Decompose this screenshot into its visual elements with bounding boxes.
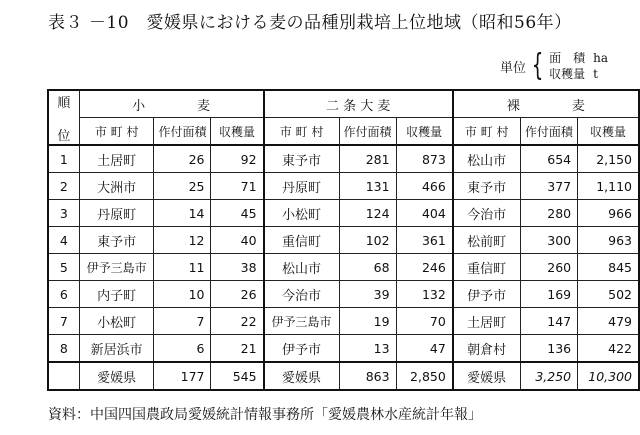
rank-cell: 2 bbox=[48, 173, 79, 200]
harvest-cell: 38 bbox=[211, 254, 264, 281]
municipality-cell: 東予市 bbox=[79, 227, 154, 254]
municipality-cell: 大洲市 bbox=[79, 173, 154, 200]
rank-cell: 5 bbox=[48, 254, 79, 281]
table-row bbox=[48, 254, 639, 281]
table-row bbox=[48, 200, 639, 227]
table-row bbox=[48, 308, 639, 335]
total-row bbox=[48, 362, 639, 390]
table-title: 表３ －10 愛媛県における麦の品種別栽培上位地域（昭和56年） bbox=[48, 13, 572, 33]
total-harvest: 2,850 bbox=[396, 362, 453, 390]
group-header-wheat: 小 麦 bbox=[79, 90, 263, 118]
area-cell: 131 bbox=[339, 173, 396, 200]
header-row-sub bbox=[48, 118, 639, 146]
table-row bbox=[48, 145, 639, 173]
municipality-cell: 新居浜市 bbox=[79, 335, 154, 363]
municipality-cell: 土居町 bbox=[453, 308, 520, 335]
harvest-cell: 966 bbox=[578, 200, 639, 227]
municipality-cell: 内子町 bbox=[79, 281, 154, 308]
rank-header: 順 位 bbox=[48, 90, 79, 145]
area-cell: 377 bbox=[520, 173, 578, 200]
area-cell: 25 bbox=[154, 173, 211, 200]
table-row bbox=[48, 335, 639, 363]
municipality-cell: 小松町 bbox=[79, 308, 154, 335]
municipality-cell: 小松町 bbox=[264, 200, 339, 227]
harvest-cell: 40 bbox=[211, 227, 264, 254]
harvest-cell: 21 bbox=[211, 335, 264, 363]
area-cell: 11 bbox=[154, 254, 211, 281]
municipality-cell: 伊予三島市 bbox=[264, 308, 339, 335]
harvest-cell: 873 bbox=[396, 145, 453, 173]
rank-cell: 1 bbox=[48, 145, 79, 173]
harvest-cell: 2,150 bbox=[578, 145, 639, 173]
municipality-cell: 今治市 bbox=[264, 281, 339, 308]
total-area: 3,250 bbox=[520, 362, 578, 390]
unit-label: 単位 bbox=[500, 60, 527, 76]
municipality-cell: 東予市 bbox=[453, 173, 520, 200]
total-label: 愛媛県 bbox=[264, 362, 339, 390]
rank-cell: 8 bbox=[48, 335, 79, 363]
harvest-cell: 22 bbox=[211, 308, 264, 335]
harvest-cell: 422 bbox=[578, 335, 639, 363]
rank-cell: 4 bbox=[48, 227, 79, 254]
area-cell: 136 bbox=[520, 335, 578, 363]
sub-header-municipality: 市 町 村 bbox=[453, 118, 520, 146]
sub-header-area: 作付面積 bbox=[339, 118, 396, 146]
total-harvest: 545 bbox=[211, 362, 264, 390]
brace-icon: { bbox=[531, 48, 544, 83]
unit-area: 面 積 ha bbox=[549, 51, 609, 65]
area-cell: 654 bbox=[520, 145, 578, 173]
header-row-groups bbox=[48, 90, 639, 118]
sub-header-municipality: 市 町 村 bbox=[264, 118, 339, 146]
municipality-cell: 東予市 bbox=[264, 145, 339, 173]
total-area: 863 bbox=[339, 362, 396, 390]
area-cell: 7 bbox=[154, 308, 211, 335]
harvest-cell: 92 bbox=[211, 145, 264, 173]
sub-header-harvest: 収穫量 bbox=[578, 118, 639, 146]
harvest-cell: 466 bbox=[396, 173, 453, 200]
municipality-cell: 重信町 bbox=[264, 227, 339, 254]
area-cell: 281 bbox=[339, 145, 396, 173]
area-cell: 147 bbox=[520, 308, 578, 335]
area-cell: 260 bbox=[520, 254, 578, 281]
harvest-cell: 845 bbox=[578, 254, 639, 281]
municipality-cell: 丹原町 bbox=[264, 173, 339, 200]
sub-header-harvest: 収穫量 bbox=[211, 118, 264, 146]
area-cell: 12 bbox=[154, 227, 211, 254]
table-row bbox=[48, 281, 639, 308]
sub-header-area: 作付面積 bbox=[154, 118, 211, 146]
municipality-cell: 松山市 bbox=[264, 254, 339, 281]
source-note: 資料：中国四国農政局愛媛統計情報事務所「愛媛農林水産統計年報」 bbox=[48, 407, 482, 423]
area-cell: 39 bbox=[339, 281, 396, 308]
area-cell: 300 bbox=[520, 227, 578, 254]
total-label: 愛媛県 bbox=[79, 362, 154, 390]
unit-harvest: 収穫量 t bbox=[549, 67, 598, 81]
area-cell: 10 bbox=[154, 281, 211, 308]
group-header-naked-barley: 裸 麦 bbox=[453, 90, 639, 118]
total-harvest: 10,300 bbox=[578, 362, 639, 390]
harvest-cell: 1,110 bbox=[578, 173, 639, 200]
area-cell: 19 bbox=[339, 308, 396, 335]
harvest-cell: 47 bbox=[396, 335, 453, 363]
area-cell: 169 bbox=[520, 281, 578, 308]
rank-cell-empty bbox=[48, 362, 79, 390]
total-label: 愛媛県 bbox=[453, 362, 520, 390]
area-cell: 124 bbox=[339, 200, 396, 227]
municipality-cell: 朝倉村 bbox=[453, 335, 520, 363]
area-cell: 102 bbox=[339, 227, 396, 254]
municipality-cell: 丹原町 bbox=[79, 200, 154, 227]
harvest-cell: 502 bbox=[578, 281, 639, 308]
rank-cell: 6 bbox=[48, 281, 79, 308]
harvest-cell: 71 bbox=[211, 173, 264, 200]
municipality-cell: 土居町 bbox=[79, 145, 154, 173]
rank-cell: 3 bbox=[48, 200, 79, 227]
harvest-cell: 246 bbox=[396, 254, 453, 281]
sub-header-municipality: 市 町 村 bbox=[79, 118, 154, 146]
wheat-ranking-table bbox=[47, 89, 640, 391]
unit-legend bbox=[500, 50, 608, 82]
municipality-cell: 伊予市 bbox=[453, 281, 520, 308]
municipality-cell: 松山市 bbox=[453, 145, 520, 173]
harvest-cell: 361 bbox=[396, 227, 453, 254]
area-cell: 14 bbox=[154, 200, 211, 227]
sub-header-harvest: 収穫量 bbox=[396, 118, 453, 146]
municipality-cell: 伊予市 bbox=[264, 335, 339, 363]
table-row bbox=[48, 227, 639, 254]
area-cell: 68 bbox=[339, 254, 396, 281]
harvest-cell: 404 bbox=[396, 200, 453, 227]
group-header-two-row-barley: 二 条 大 麦 bbox=[264, 90, 453, 118]
municipality-cell: 重信町 bbox=[453, 254, 520, 281]
area-cell: 6 bbox=[154, 335, 211, 363]
harvest-cell: 479 bbox=[578, 308, 639, 335]
municipality-cell: 伊予三島市 bbox=[79, 254, 154, 281]
rank-cell: 7 bbox=[48, 308, 79, 335]
municipality-cell: 松前町 bbox=[453, 227, 520, 254]
harvest-cell: 26 bbox=[211, 281, 264, 308]
harvest-cell: 132 bbox=[396, 281, 453, 308]
area-cell: 26 bbox=[154, 145, 211, 173]
total-area: 177 bbox=[154, 362, 211, 390]
harvest-cell: 70 bbox=[396, 308, 453, 335]
table-row bbox=[48, 173, 639, 200]
harvest-cell: 45 bbox=[211, 200, 264, 227]
area-cell: 13 bbox=[339, 335, 396, 363]
municipality-cell: 今治市 bbox=[453, 200, 520, 227]
area-cell: 280 bbox=[520, 200, 578, 227]
sub-header-area: 作付面積 bbox=[520, 118, 578, 146]
harvest-cell: 963 bbox=[578, 227, 639, 254]
